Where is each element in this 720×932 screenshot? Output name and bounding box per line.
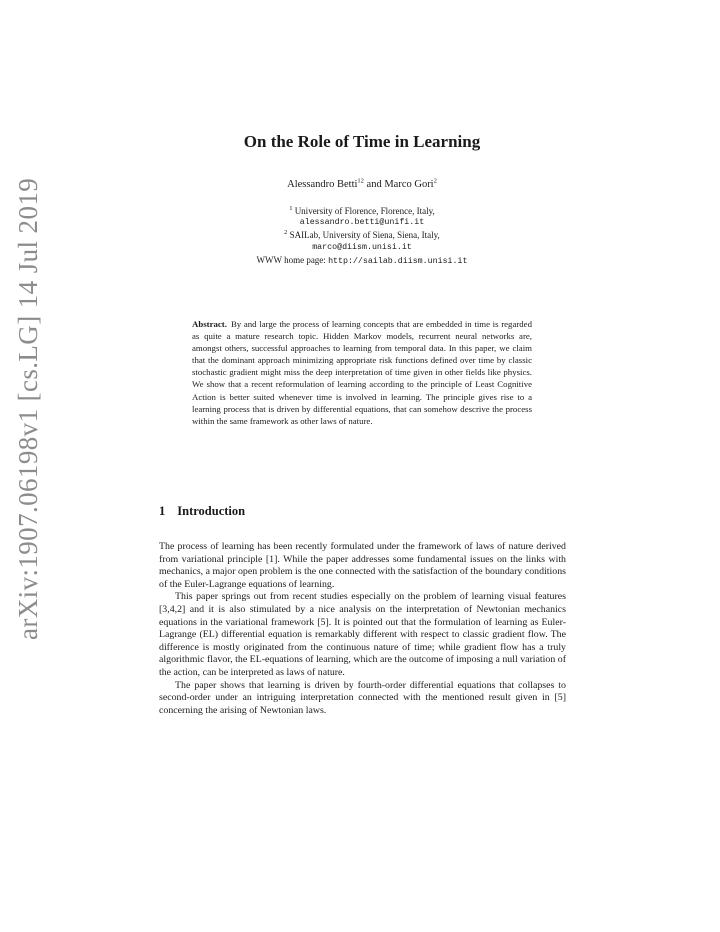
body-paragraph: The process of learning has been recently formulated under the framework of laws of nature derived from variational principle [1]. While the paper addresses some fundamental issues on the links with mechanics, a major open problem is the one connected with the satisfaction of the boundary conditions of the Euler-Lagrange equations of learning. — [159, 541, 566, 590]
author-list — [160, 178, 564, 192]
author-name: Alessandro Betti — [287, 179, 358, 190]
author-email[interactable]: alessandro.betti@unifi.it — [299, 218, 425, 228]
paper-title: On the Role of Time in Learning — [243, 132, 481, 151]
homepage-label: WWW home page: — [256, 254, 329, 265]
affiliation-text: University of Florence, Florence, Italy, — [292, 206, 435, 216]
affiliation-text: SAILab, University of Siena, Siena, Italy, — [287, 230, 440, 241]
affiliation-block — [160, 205, 564, 268]
section-title: Introduction — [177, 504, 246, 518]
homepage-line — [160, 254, 564, 268]
author-affiliation-marker: 12 — [357, 177, 364, 185]
section-number: 1 — [159, 504, 166, 518]
section-body — [159, 541, 566, 717]
abstract-text: By and large the process of learning concepts that are embedded in time is regarded as quite a mature research topic. Hidden Markov models, recurrent neural networks are, amongst others, successful approaches to learning from temporal data. In this paper, we claim that the dominant approach minimizing appropriate risk functions defined over time by classic stochastic gradient might miss the deep interpretation of time given in other fields like physics. We show that a recent reformulation of learning according to the principle of Least Cognitive Action is better suited whenever time is involved in learning. The principle gives rise to a learning process that is driven by differential equations, that can somehow descrive the process within the same framework as other laws of nature. — [192, 319, 532, 426]
homepage-url[interactable]: http://sailab.diism.unisi.it — [328, 256, 468, 266]
author-affiliation-marker: 2 — [433, 177, 437, 185]
author-email[interactable]: marco@diism.unisi.it — [312, 242, 412, 252]
body-paragraph: This paper springs out from recent studies especially on the problem of learning visual features [3,4,2] and it is also stimulated by a nice analysis on the interpretation of Newtonian mechanics equations in the variational framework [5]. It is pointed out that the formulation of learning as Euler-Lagrange (EL) differential equation is remarkably different with respect to classic gradient flow. The difference is mostly originated from the continuous nature of time; while gradient flow has a truly algorithmic flavor, the EL-equations of learning, which are the outcome of imposing a null variation of the action, can be interpreted as laws of nature. — [159, 591, 566, 678]
abstract-label: Abstract. — [192, 319, 227, 329]
abstract — [192, 318, 532, 427]
body-paragraph: The paper shows that learning is driven by fourth-order differential equations that collapses to second-order under an intriguing interpretation connected with the mentioned result given in [5] concerning the arising of Newtonian laws. — [159, 679, 566, 716]
author-conjunction: and — [363, 179, 385, 190]
affiliation-line — [160, 205, 564, 217]
arxiv-identifier-stamp: arXiv:1907.06198v1 [cs.LG] 14 Jul 2019 — [13, 177, 43, 640]
section-heading — [159, 503, 245, 519]
author-name: Marco Gori — [384, 179, 434, 190]
affiliation-marker: 1 — [289, 205, 293, 212]
affiliation-line — [160, 229, 564, 241]
affiliation-marker: 2 — [284, 229, 288, 237]
